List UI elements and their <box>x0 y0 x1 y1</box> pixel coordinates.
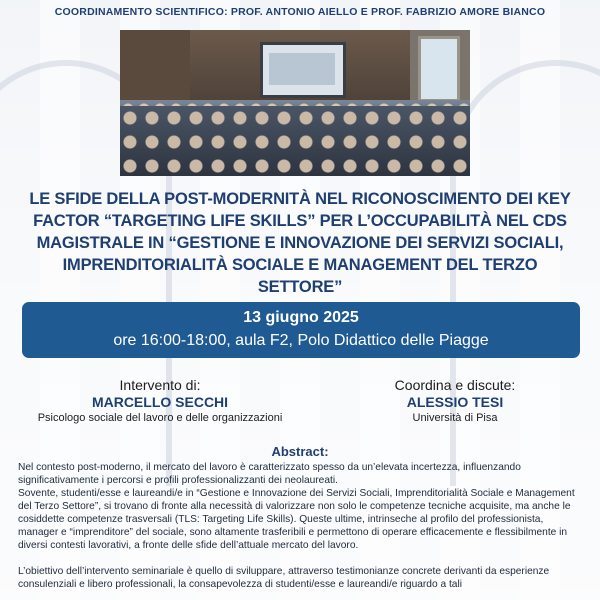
event-time-place: ore 16:00-18:00, aula F2, Polo Didattico delle Piagge <box>113 332 489 349</box>
moderator-name: ALESSIO TESI <box>406 394 504 410</box>
title-line: MAGISTRALE IN “GESTIONE E INNOVAZIONE DEI SERVIZI SOCIALI, <box>36 234 564 252</box>
date-banner <box>22 302 580 358</box>
speaker-affiliation: Psicologo sociale del lavoro e delle organizzazioni <box>37 412 283 424</box>
event-title <box>20 188 580 298</box>
abstract-paragraph: Sovente, studenti/esse e laureandi/e in “Gestione e Innovazione dei Servizi Sociali, Imprenditorialità Sociale e Management del Terzo Settore”, si trovano di fronte alla necessità di valorizzare non solo le competenze tecniche acquisite, ma anche le cosiddette competenze trasversali (TLS: Targeting Life Skills). Queste ultime, intrinseche al profilo del professionista, manager e “imprenditore” del sociale, sono altamente trasferibili e permettono di operare efficacemente e flessibilmente in diversi contesti lavorativi, a fronte delle sfide dell’attuale mercato del lavoro. <box>18 488 575 551</box>
event-date: 13 giugno 2025 <box>243 309 359 326</box>
abstract-paragraph: Nel contesto post-moderno, il mercato del lavoro è caratterizzato spesso da un’elevata incertezza, influenzando significativamente i percorsi e profili professionalizzanti dei neolaureati. <box>18 462 521 486</box>
moderator-affiliation: Università di Pisa <box>412 412 498 424</box>
speaker-name: MARCELLO SECCHI <box>91 394 229 410</box>
abstract-paragraph: L’obiettivo dell’intervento seminariale è quello di sviluppare, attraverso testimonianze concrete derivanti da esperienze consulenziali e libero professionali, la consapevolezza di studenti/esse e laureandi/e riguardo a tali <box>18 566 550 590</box>
projection-screen <box>260 42 346 98</box>
abstract-body <box>18 461 584 591</box>
title-line: IMPRENDITORIALITÀ SOCIALE E MANAGEMENT DEL TERZO SETTORE” <box>62 256 538 296</box>
title-line: FACTOR “TARGETING LIFE SKILLS” PER L’OCCUPABILITÀ NEL CDS <box>33 212 567 230</box>
audience-front <box>120 106 470 176</box>
speaker-block <box>20 377 300 424</box>
moderator-heading: Coordina e discute: <box>394 377 516 393</box>
coordination-line: COORDINAMENTO SCIENTIFICO: PROF. ANTONIO AIELLO E PROF. FABRIZIO AMORE BIANCO <box>54 6 546 18</box>
abstract-title: Abstract: <box>271 444 329 459</box>
title-line: LE SFIDE DELLA POST-MODERNITÀ NEL RICONOSCIMENTO DEI KEY <box>29 190 571 208</box>
photo-wall <box>120 30 190 110</box>
photo-window <box>418 36 460 102</box>
conference-photo <box>120 30 470 176</box>
speaker-heading: Intervento di: <box>119 377 201 393</box>
moderator-block <box>330 377 580 424</box>
